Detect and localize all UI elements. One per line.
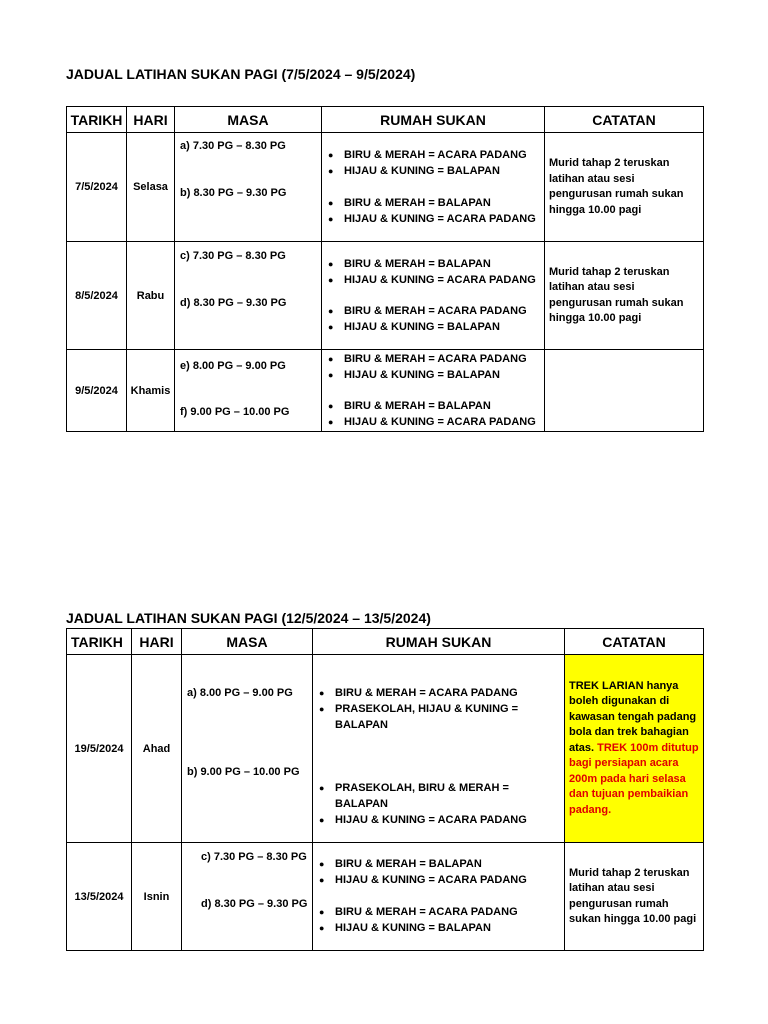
list-item: ● BIRU & MERAH = BALAPAN — [328, 400, 491, 412]
masa-cell — [175, 242, 322, 350]
note-cell — [545, 350, 704, 432]
list-item: ● BIRU & MERAH = BALAPAN — [328, 197, 491, 209]
note-cell: Murid tahap 2 teruskan latihan atau sesi pengurusan rumah sukan hingga 10.00 pagi — [565, 843, 704, 951]
house-group — [319, 904, 562, 936]
house-group — [328, 195, 542, 227]
table-header-row — [67, 107, 704, 133]
day-cell: Rabu — [127, 242, 175, 350]
schedule-title-2: JADUAL LATIHAN SUKAN PAGI (12/5/2024 – 13/5/2024) — [66, 610, 431, 626]
day-cell: Khamis — [127, 350, 175, 432]
bullet-icon: ● — [319, 783, 325, 793]
house-group — [328, 351, 542, 383]
list-item: ● BIRU & MERAH = ACARA PADANG — [328, 353, 527, 365]
house-group — [328, 398, 542, 430]
schedule-table-1 — [66, 106, 704, 432]
time-slot: e) 8.00 PG – 9.00 PG — [180, 360, 286, 372]
masa-cell — [175, 350, 322, 432]
time-slot: a) 8.00 PG – 9.00 PG — [187, 687, 293, 699]
bullet-icon: ● — [319, 815, 325, 825]
table-row — [67, 242, 704, 350]
bullet-icon: ● — [328, 275, 334, 285]
day-cell: Selasa — [127, 133, 175, 242]
header-masa: MASA — [175, 107, 322, 133]
note-cell: Murid tahap 2 teruskan latihan atau sesi pengurusan rumah sukan hingga 10.00 pagi — [545, 242, 704, 350]
list-item: ● HIJAU & KUNING = ACARA PADANG — [328, 416, 536, 428]
house-group — [328, 256, 542, 288]
bullet-icon: ● — [319, 704, 325, 714]
date-cell: 9/5/2024 — [67, 350, 127, 432]
bullet-icon: ● — [328, 306, 334, 316]
list-item: ● BIRU & MERAH = BALAPAN — [328, 258, 491, 270]
bullet-icon: ● — [328, 198, 334, 208]
bullet-icon: ● — [319, 923, 325, 933]
header-masa: MASA — [182, 629, 313, 655]
list-item: ● HIJAU & KUNING = BALAPAN — [328, 369, 500, 381]
day-cell: Isnin — [132, 843, 182, 951]
list-item: ● HIJAU & KUNING = BALAPAN — [328, 321, 500, 333]
rumah-cell — [322, 133, 545, 242]
list-item: ● HIJAU & KUNING = ACARA PADANG — [319, 874, 527, 886]
house-group — [319, 685, 562, 733]
schedule-title-1: JADUAL LATIHAN SUKAN PAGI (7/5/2024 – 9/5/2024) — [66, 66, 416, 82]
bullet-icon: ● — [328, 370, 334, 380]
bullet-icon: ● — [328, 259, 334, 269]
list-item: BALAPAN — [335, 719, 388, 731]
table-row — [67, 133, 704, 242]
bullet-icon: ● — [328, 401, 334, 411]
header-rumah-sukan: RUMAH SUKAN — [322, 107, 545, 133]
header-rumah-sukan: RUMAH SUKAN — [313, 629, 565, 655]
bullet-icon: ● — [328, 354, 334, 364]
house-group — [319, 856, 562, 888]
date-cell: 8/5/2024 — [67, 242, 127, 350]
time-slot: d) 8.30 PG – 9.30 PG — [180, 297, 287, 309]
time-slot: d) 8.30 PG – 9.30 PG — [201, 898, 308, 910]
list-item: ● BIRU & MERAH = ACARA PADANG — [328, 149, 527, 161]
time-slot: a) 7.30 PG – 8.30 PG — [180, 140, 286, 152]
masa-cell — [182, 843, 313, 951]
header-hari: HARI — [132, 629, 182, 655]
rumah-cell — [322, 350, 545, 432]
day-cell: Ahad — [132, 655, 182, 843]
bullet-icon: ● — [319, 875, 325, 885]
list-item: ● HIJAU & KUNING = BALAPAN — [328, 165, 500, 177]
time-slot: b) 9.00 PG – 10.00 PG — [187, 766, 300, 778]
list-item: ● PRASEKOLAH, BIRU & MERAH = BALAPAN — [319, 782, 509, 810]
table-row — [67, 655, 704, 843]
bullet-icon: ● — [328, 417, 334, 427]
bullet-icon: ● — [328, 214, 334, 224]
list-item: ● HIJAU & KUNING = ACARA PADANG — [319, 814, 527, 826]
list-item: ● BIRU & MERAH = ACARA PADANG — [319, 687, 518, 699]
header-catatan: CATATAN — [565, 629, 704, 655]
bullet-icon: ● — [319, 907, 325, 917]
time-slot: c) 7.30 PG – 8.30 PG — [180, 250, 286, 262]
header-catatan: CATATAN — [545, 107, 704, 133]
house-group — [328, 303, 542, 335]
time-slot: b) 8.30 PG – 9.30 PG — [180, 187, 287, 199]
date-cell: 19/5/2024 — [67, 655, 132, 843]
masa-cell — [175, 133, 322, 242]
masa-cell — [182, 655, 313, 843]
list-item: ● BIRU & MERAH = BALAPAN — [319, 858, 482, 870]
schedule-table-2 — [66, 628, 704, 951]
house-group — [328, 147, 542, 179]
list-item: ● HIJAU & KUNING = BALAPAN — [319, 922, 491, 934]
time-slot: f) 9.00 PG – 10.00 PG — [180, 406, 290, 418]
list-item: ● HIJAU & KUNING = ACARA PADANG — [328, 213, 536, 225]
time-slot: c) 7.30 PG – 8.30 PG — [201, 851, 307, 863]
bullet-icon: ● — [319, 859, 325, 869]
note-warning-text: TREK 100m ditutup bagi persiapan acara 200m pada hari selasa dan tujuan pembaikian padang. — [569, 741, 699, 816]
rumah-cell — [322, 242, 545, 350]
bullet-icon: ● — [328, 150, 334, 160]
list-item: ● BIRU & MERAH = ACARA PADANG — [319, 906, 518, 918]
house-group — [319, 780, 562, 828]
rumah-cell — [313, 843, 565, 951]
table-row — [67, 843, 704, 951]
header-tarikh: TARIKH — [67, 629, 132, 655]
bullet-icon: ● — [319, 688, 325, 698]
table-row — [67, 350, 704, 432]
table-header-row — [67, 629, 704, 655]
rumah-cell — [313, 655, 565, 843]
list-item: ● PRASEKOLAH, HIJAU & KUNING = — [319, 703, 519, 715]
bullet-icon: ● — [328, 322, 334, 332]
header-hari: HARI — [127, 107, 175, 133]
note-cell-highlighted — [565, 655, 704, 843]
bullet-icon: ● — [328, 166, 334, 176]
note-text: TREK LARIAN hanya boleh digunakan di kawasan tengah padang bola dan trek bahagian atas. — [569, 679, 697, 754]
header-tarikh: TARIKH — [67, 107, 127, 133]
note-cell: Murid tahap 2 teruskan latihan atau sesi pengurusan rumah sukan hingga 10.00 pagi — [545, 133, 704, 242]
list-item: ● HIJAU & KUNING = ACARA PADANG — [328, 274, 536, 286]
date-cell: 13/5/2024 — [67, 843, 132, 951]
list-item: ● BIRU & MERAH = ACARA PADANG — [328, 305, 527, 317]
date-cell: 7/5/2024 — [67, 133, 127, 242]
